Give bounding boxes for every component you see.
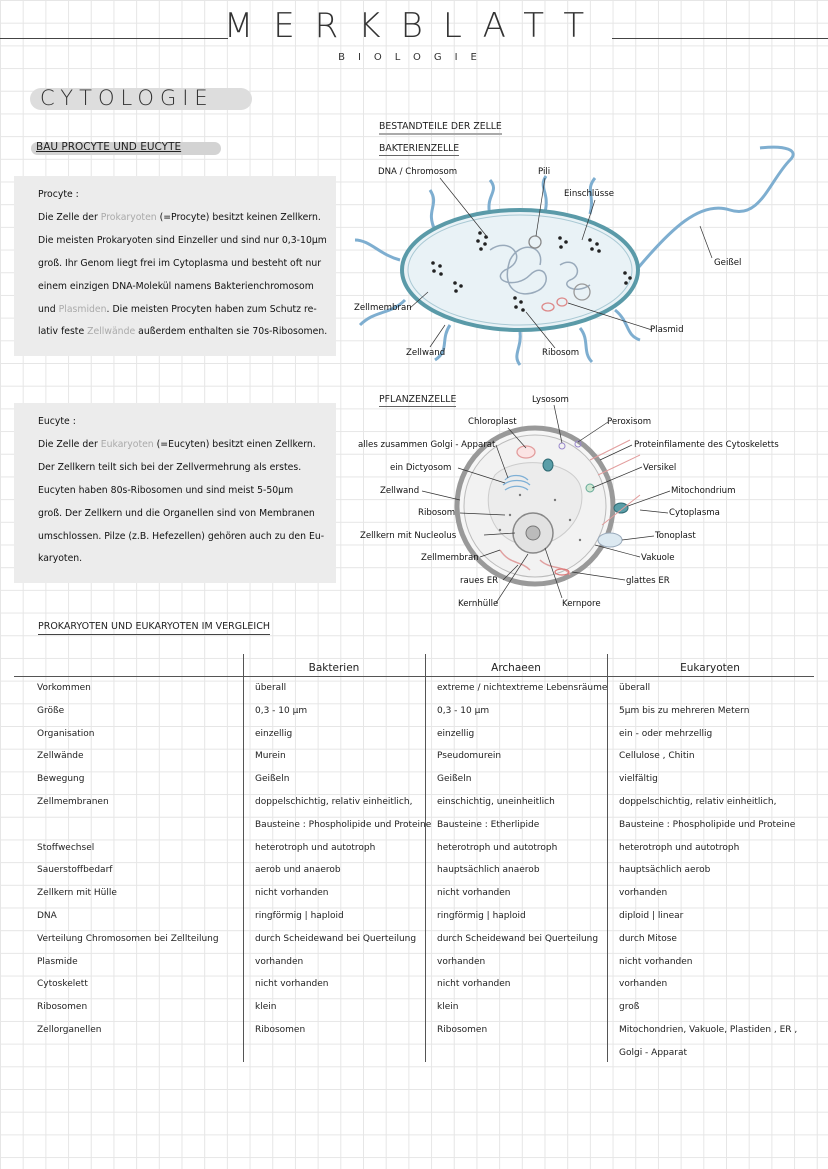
table-cell: einzellig bbox=[437, 728, 475, 739]
eucyte-text-segment: Der Zellkern teilt sich bei der Zellvermehrung als erstes. bbox=[38, 461, 302, 473]
eucyte-text-segment: Die Zelle der bbox=[38, 438, 101, 450]
procyte-heading: Procyte : bbox=[38, 189, 79, 200]
table-cell: aerob und anaerob bbox=[255, 865, 341, 876]
label-kernpore: Kernpore bbox=[562, 599, 601, 609]
procyte-text-segment: lativ feste bbox=[38, 326, 88, 338]
label-glattes-er: glattes ER bbox=[626, 576, 670, 586]
eucyte-line bbox=[38, 503, 334, 526]
label-peroxisom: Peroxisom bbox=[607, 417, 652, 427]
label-plant-zellmembran: Zellmembran bbox=[421, 553, 479, 563]
bacteria-title: BAKTERIENZELLE bbox=[379, 143, 460, 154]
label-raues-er: raues ER bbox=[460, 576, 499, 586]
procyte-line bbox=[38, 321, 334, 344]
procyte-text-segment: Die Zelle der bbox=[38, 211, 101, 223]
eucyte-text-segment: Eucyten haben 80s-Ribosomen und sind meist 5-50µm bbox=[38, 484, 294, 496]
table-cell: durch Scheidewand bei Querteilung bbox=[255, 933, 417, 944]
procyte-text bbox=[38, 184, 334, 344]
page-subtitle: BIOLOGIE bbox=[338, 52, 490, 63]
procyte-text-segment: (=Procyte) besitzt keinen Zellkern. bbox=[156, 211, 321, 223]
label-plant-ribosom: Ribosom bbox=[418, 508, 456, 518]
vacuole-small bbox=[598, 533, 622, 547]
table-row-label: Zellwände bbox=[37, 751, 84, 762]
procyte-text-segment: einem einzigen DNA-Molekül namens Bakterienchromosom bbox=[38, 280, 314, 292]
label-einschluesse: Einschlüsse bbox=[564, 189, 614, 199]
table-row-label: Zellorganellen bbox=[37, 1025, 102, 1035]
procyte-highlight-term: Prokaryoten bbox=[100, 211, 157, 223]
table-cell: Pseudomurein bbox=[437, 751, 502, 762]
section-title: CYTOLOGIE bbox=[40, 86, 214, 110]
procyte-text-segment: groß. Ihr Genom liegt frei im Cytoplasma und besteht oft nur bbox=[38, 257, 322, 269]
eucyte-text-segment: (=Eucyten) besitzt einen Zellkern. bbox=[153, 438, 316, 450]
table-cell: nicht vorhanden bbox=[255, 979, 329, 990]
table-cell: extreme / nichtextreme Lebensräume bbox=[437, 683, 608, 693]
table-row-label: Vorkommen bbox=[37, 683, 91, 693]
label-bac-ribosom: Ribosom bbox=[542, 348, 580, 358]
plant-title: PFLANZENZELLE bbox=[379, 394, 457, 405]
eucyte-line bbox=[38, 480, 334, 503]
table-row-label: Bewegung bbox=[37, 774, 85, 785]
table-cell: heterotroph und autotroph bbox=[255, 842, 376, 853]
table-cell: Bausteine : Phospholipide und Proteine bbox=[255, 819, 432, 830]
table-row-label: Verteilung Chromosomen bei Zellteilung bbox=[37, 933, 219, 944]
label-chloroplast: Chloroplast bbox=[468, 417, 517, 427]
table-cell: heterotroph und autotroph bbox=[619, 842, 740, 853]
table-cell: einzellig bbox=[255, 728, 293, 739]
label-cytoplasma: Cytoplasma bbox=[669, 508, 720, 518]
table-cell: überall bbox=[255, 683, 287, 693]
eucyte-line bbox=[38, 548, 334, 571]
table-cell: Bausteine : Etherlipide bbox=[437, 819, 540, 830]
procyte-line bbox=[38, 276, 334, 299]
eucyte-line bbox=[38, 434, 334, 457]
label-plasmid: Plasmid bbox=[650, 325, 684, 335]
label-tonoplast: Tonoplast bbox=[655, 531, 696, 541]
table-row-label: Plasmide bbox=[37, 956, 78, 967]
table-cell: 0,3 - 10 µm bbox=[255, 705, 308, 716]
label-lysosom: Lysosom bbox=[532, 395, 569, 405]
table-cell: Bausteine : Phospholipide und Proteine bbox=[619, 819, 796, 830]
table-cell: 5µm bis zu mehreren Metern bbox=[619, 705, 750, 716]
flagellum bbox=[638, 147, 793, 268]
table-row-label: Organisation bbox=[37, 728, 95, 739]
procyte-line bbox=[38, 230, 334, 253]
table-cell: hauptsächlich anaerob bbox=[437, 865, 540, 876]
procyte-highlight-term: Zellwände bbox=[87, 326, 136, 338]
table-row-label: Größe bbox=[37, 705, 65, 716]
table-cell: nicht vorhanden bbox=[255, 888, 329, 899]
label-dna: DNA / Chromosom bbox=[378, 167, 458, 177]
table-row-label: Zellmembranen bbox=[37, 797, 109, 807]
table-row-label: Zellkern mit Hülle bbox=[37, 888, 117, 899]
table-cell: Ribosomen bbox=[255, 1025, 306, 1035]
label-kernhuelle: Kernhülle bbox=[458, 599, 499, 609]
table-cell: doppelschichtig, relativ einheitlich, bbox=[619, 797, 777, 807]
label-vakuole: Vakuole bbox=[641, 553, 675, 563]
table-divider-3 bbox=[607, 654, 608, 1062]
table-cell: nicht vorhanden bbox=[437, 979, 511, 990]
table-cell: klein bbox=[255, 1002, 277, 1013]
comparison-title: PROKARYOTEN UND EUKARYOTEN IM VERGLEICH bbox=[38, 621, 270, 635]
table-cell: Cellulose , Chitin bbox=[619, 751, 695, 762]
eucyte-text-segment: groß. Der Zellkern und die Organellen sind von Membranen bbox=[38, 507, 315, 519]
label-golgi: alles zusammen Golgi - Apparat bbox=[358, 440, 496, 450]
label-bac-zellwand: Zellwand bbox=[406, 348, 446, 358]
label-bac-zellmembran: Zellmembran bbox=[354, 303, 412, 313]
table-cell: ringförmig | haploid bbox=[437, 911, 526, 921]
procyte-highlight-term: Plasmiden bbox=[58, 303, 107, 315]
table-row-label: Sauerstoffbedarf bbox=[37, 865, 113, 876]
table-cell: nicht vorhanden bbox=[619, 956, 693, 967]
table-cell: heterotroph und autotroph bbox=[437, 842, 558, 853]
label-plant-zellwand: Zellwand bbox=[380, 486, 420, 496]
label-zellkern: Zellkern mit Nucleolus bbox=[360, 531, 457, 541]
table-cell: hauptsächlich aerob bbox=[619, 865, 711, 876]
table-header-line bbox=[14, 676, 814, 677]
table-cell: vielfältig bbox=[619, 774, 658, 785]
label-mitochondrium: Mitochondrium bbox=[671, 486, 736, 496]
page-title: MERKBLATT bbox=[223, 6, 605, 46]
table-cell: groß bbox=[619, 1002, 640, 1013]
table-cell: durch Mitose bbox=[619, 933, 677, 944]
table-cell: ringförmig | haploid bbox=[255, 911, 344, 921]
table-cell: ein - oder mehrzellig bbox=[619, 728, 713, 739]
mitochondrium-shape-2 bbox=[614, 503, 628, 513]
table-cell: Ribosomen bbox=[437, 1025, 488, 1035]
eucyte-lines bbox=[38, 434, 334, 571]
label-dictyosom: ein Dictyosom bbox=[390, 463, 452, 473]
subsection-title: BAU PROCYTE UND EUCYTE bbox=[36, 141, 182, 153]
procyte-line bbox=[38, 299, 334, 322]
procyte-lines bbox=[38, 207, 334, 344]
eucyte-text-segment: karyoten. bbox=[38, 553, 83, 565]
eucyte-highlight-term: Eukaryoten bbox=[100, 438, 154, 450]
table-cell: vorhanden bbox=[619, 888, 668, 899]
table-row-label: Stoffwechsel bbox=[37, 842, 95, 853]
table-cell: 0,3 - 10 µm bbox=[437, 705, 490, 716]
procyte-text-segment: und bbox=[38, 303, 59, 315]
bacteria-wall bbox=[402, 210, 638, 330]
table-row-label: Cytoskelett bbox=[37, 979, 88, 990]
table-divider-1 bbox=[243, 654, 244, 1062]
eucyte-line bbox=[38, 457, 334, 480]
eucyte-line bbox=[38, 526, 334, 549]
label-pili: Pili bbox=[538, 167, 551, 177]
procyte-line bbox=[38, 207, 334, 230]
table-cell: doppelschichtig, relativ einheitlich, bbox=[255, 797, 413, 807]
table-cell: vorhanden bbox=[437, 956, 486, 967]
label-proteinfilamente: Proteinfilamente des Cytoskeletts bbox=[634, 440, 779, 450]
table-row-label: DNA bbox=[37, 911, 57, 921]
table-cell: Murein bbox=[255, 751, 286, 762]
plant-diagram bbox=[340, 400, 810, 615]
mitochondrium-shape bbox=[543, 459, 553, 471]
table-cell: nicht vorhanden bbox=[437, 888, 511, 899]
table-cell: diploid | linear bbox=[619, 911, 684, 921]
label-geissel: Geißel bbox=[714, 258, 742, 268]
procyte-text-segment: außerdem enthalten sie 70s-Ribosomen. bbox=[135, 326, 328, 338]
table-cell: vorhanden bbox=[619, 979, 668, 990]
table-cell: einschichtig, uneinheitlich bbox=[437, 797, 555, 807]
procyte-text-segment: . Die meisten Procyten haben zum Schutz re- bbox=[106, 303, 317, 315]
procyte-text-segment: Die meisten Prokaryoten sind Einzeller und sind nur 0,3-10µm bbox=[38, 234, 327, 246]
table-cell: Golgi - Apparat bbox=[619, 1047, 688, 1058]
table-cell: klein bbox=[437, 1002, 459, 1013]
col-header-bakterien: Bakterien bbox=[308, 662, 360, 674]
table-row-label: Ribosomen bbox=[37, 1002, 88, 1013]
cell-parts-title: BESTANDTEILE DER ZELLE bbox=[379, 121, 502, 135]
eucyte-heading: Eucyte : bbox=[38, 416, 76, 427]
table-cell: vorhanden bbox=[255, 956, 304, 967]
procyte-line bbox=[38, 253, 334, 276]
eucyte-text-segment: umschlossen. Pilze (z.B. Hefezellen) gehören auch zu den Eu- bbox=[38, 530, 325, 542]
label-versikel: Versikel bbox=[643, 463, 677, 473]
table-cell: überall bbox=[619, 683, 651, 693]
table-cell: Geißeln bbox=[437, 774, 472, 785]
table-cell: durch Scheidewand bei Querteilung bbox=[437, 933, 599, 944]
table-divider-2 bbox=[425, 654, 426, 1062]
col-header-archaeen: Archaeen bbox=[491, 662, 541, 674]
table-cell: Mitochondrien, Vakuole, Plastiden , ER , bbox=[619, 1025, 798, 1035]
nucleolus bbox=[526, 526, 540, 540]
eucyte-text bbox=[38, 411, 334, 571]
table-cell: Geißeln bbox=[255, 774, 290, 785]
col-header-eukaryoten: Eukaryoten bbox=[680, 662, 740, 674]
